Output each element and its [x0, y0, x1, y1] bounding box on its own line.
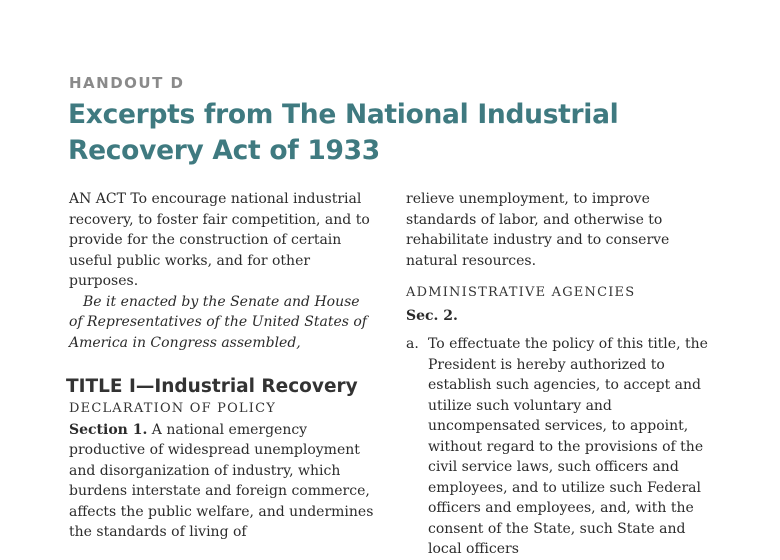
list-item-marker: a. [406, 336, 419, 352]
enacting-clause: Be it enacted by the Senate and House of Representatives of the United States of America in Congress assembled, [69, 293, 367, 351]
left-column [66, 189, 374, 543]
declaration-subheading: DECLARATION OF POLICY [69, 401, 277, 416]
continuation-paragraph: relieve unemployment, to improve standards of labor, and otherwise to rehabilitate industry and to conserve natural resources. [406, 191, 670, 269]
section-1-paragraph [69, 420, 374, 543]
handout-label: HANDOUT D [69, 74, 185, 92]
act-preamble: AN ACT To encourage national industrial recovery, to foster fair competition, and to provide for the construction of certain useful public works, and for other purposes. [69, 191, 370, 289]
list-item [406, 334, 718, 560]
right-column [406, 189, 718, 560]
section-2-label: Sec. 2. [406, 307, 458, 324]
section-1-label: Section 1. [69, 421, 148, 438]
section-1-text: A national emergency productive of widespread unemployment and disorganization of industry, which burdens interstate and foreign commerce, affects the public welfare, and undermines the standards of living of [69, 421, 374, 540]
title-heading: TITLE I—Industrial Recovery [66, 376, 358, 397]
document-title: Excerpts from The National Industrial Recovery Act of 1933 [68, 99, 619, 166]
list-item-text: To effectuate the policy of this title, the President is hereby authorized to establish such agencies, to accept and utilize such voluntary and uncompensated services, to appoint, without regard to the provisions of the civil service laws, such officers and employees, and to utilize such Federal officers and employees, and, with the consent of the State, such State and local officers [428, 336, 708, 557]
agencies-subheading: ADMINISTRATIVE AGENCIES [406, 285, 636, 300]
